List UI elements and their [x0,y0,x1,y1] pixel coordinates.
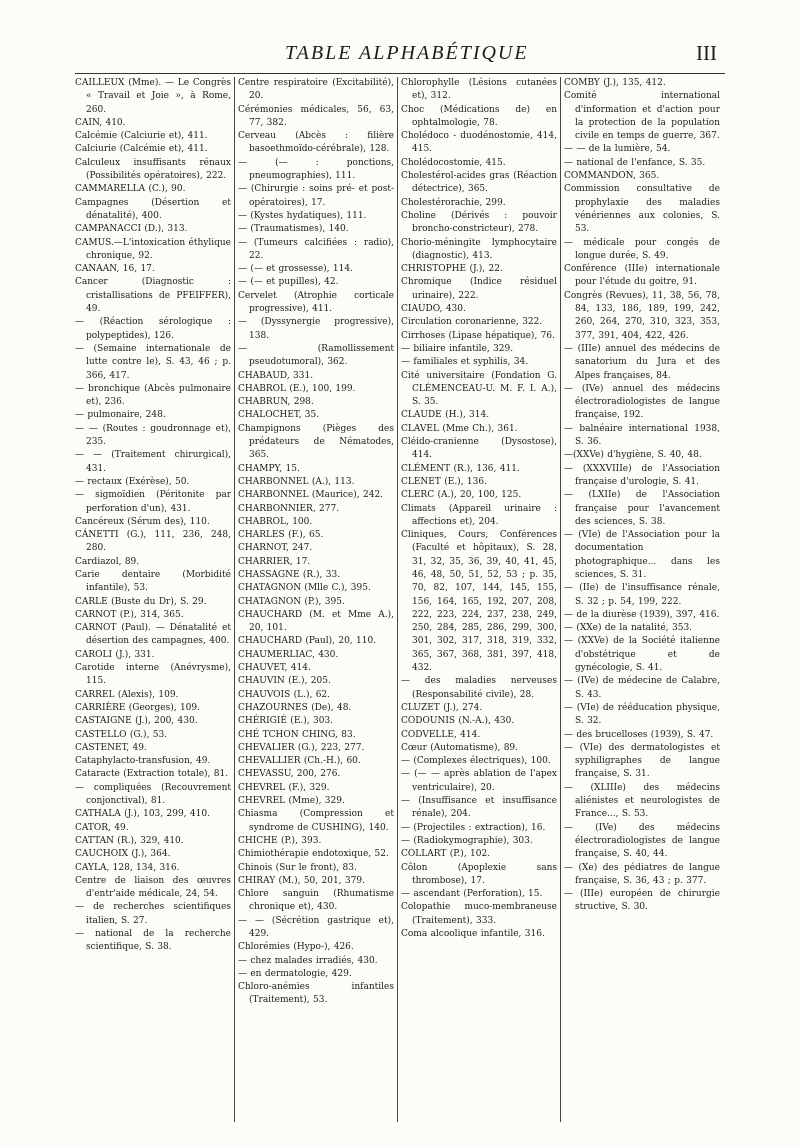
page-title: TABLE ALPHABÉTIQUE [285,42,529,64]
index-entry: — (Semaine internationale de lutte contre le), S. 43, 46 ; p. 366, 417. [75,343,231,381]
index-entry: CLUZET (J.), 274. [401,702,483,713]
index-entry: Centre de liaison des œuvres d'entr'aide médicale, 24, 54. [75,875,231,900]
index-entry: Cœur (Automatisme), 89. [401,742,519,753]
index-entry: Commission consultative de prophylaxie des maladies vénériennes aux colonies, S. 53. [564,184,720,235]
index-entry: CHARNOT, 247. [238,543,313,554]
index-entry: Cholédoco - duodénostomie, 414, 415. [401,131,557,155]
index-entry: CHARBONNEL (Maurice), 242. [238,490,384,501]
index-entry: CHRISTOPHE (J.), 22. [401,264,503,275]
index-entry: Côlon (Apoplexie sans thrombose), 17. [401,862,557,886]
index-entry: — en dermatologie, 429. [238,968,352,979]
index-entry: — (IIIe) européen de chirurgie structive, S. 30. [564,889,720,913]
index-entry: CHEVREL (F.), 329. [238,782,330,793]
index-entry: — — (Routes : goudronnage et), 235. [75,423,231,448]
index-entry: CAYLA, 128, 134, 316. [75,862,180,873]
index-entry: — sigmoïdien (Péritonite par perforation d'un), 431. [75,490,231,514]
index-entry: — chez malades irradiés, 430. [238,955,378,966]
index-entry: CHEVASSU, 200, 276. [238,769,341,780]
index-entry: — (VIe) des dermatologistes et syphiligraphes de langue française, S. 31. [564,742,720,780]
index-entry: Choline (Dérivés : pouvoir broncho-constricteur), 278. [401,210,557,235]
index-entry: — bronchique (Abcès pulmonaire et), 236. [75,383,231,408]
index-entry: — (VIe) de rééducation physique, S. 32. [564,702,720,727]
index-entry: — national de la recherche scientifique, S. 38. [75,929,231,953]
index-entry: — (LXIIe) de l'Association française pour l'avancement des sciences, S. 38. [564,490,720,527]
index-entry: CHASSAGNE (R.), 33. [238,569,341,580]
index-entry: CHABROL, 100. [238,516,313,527]
index-entry: CHAUMERLIAC, 430. [238,649,339,660]
index-column-1 [75,77,231,1122]
index-entry: Cardiazol, 89. [75,556,140,567]
index-entry: COLLART (P.), 102. [401,849,491,860]
header-rule [75,73,725,74]
index-entry: — (XXVe) de la Société italienne d'obstétrique et de gynécologie, S. 41. [564,636,720,674]
index-entry: Campagnes (Désertion et dénatalité), 400. [75,197,231,221]
index-entry: CASTELLO (G.), 53. [75,729,168,740]
index-entry: CAUCHOIX (J.), 364. [75,849,171,860]
index-entry: CHEVALLIER (Ch.-H.), 60. [238,756,361,767]
index-entry: CHABRUN, 298. [238,397,314,408]
index-entry: CATTAN (R.), 329, 410. [75,835,184,846]
index-entry: CAMPANACCI (D.), 313. [75,224,188,235]
index-entry: CIAUDO, 430. [401,304,466,315]
index-entry: CHATAGNON (P.), 395. [238,596,345,607]
index-entry: CLENET (E.), 136. [401,476,487,487]
page-header [75,38,725,74]
index-entry: CODVELLE, 414. [401,729,481,740]
index-entry: Cléido-cranienne (Dysostose), 414. [401,437,557,461]
index-entry: Chlore sanguin (Rhumatisme chronique et), 430. [238,889,394,913]
index-entry: CHARBONNEL (A.), 113. [238,476,355,487]
index-entry: CAIN, 410. [75,117,126,128]
index-entry: CARRIÈRE (Georges), 109. [75,702,200,713]
index-entry: CHARBONNIER, 277. [238,503,340,514]
index-entry: CHÉRIGIÉ (E.), 303. [238,716,334,727]
index-entry: Cholédocostomie, 415. [401,157,506,168]
index-entry: CLAVEL (Mme Ch.), 361. [401,423,518,434]
index-entry: Cholestérol-acides gras (Réaction détectrice), 365. [401,171,557,195]
index-entry: Cérémonies médicales, 56, 63, 77, 382. [238,104,394,128]
index-entry: Chimiothérapie endotoxique, 52. [238,849,389,860]
index-entry: CHAZOURNES (De), 48. [238,702,352,713]
index-entry: — (Réaction sérologique : polypeptides), 126. [75,317,231,341]
index-entry: — biliaire infantile, 329. [401,343,514,354]
index-entry: — — de la lumière, 54. [564,144,671,155]
index-entry: Comité international d'information et d'action pour la protection de la population civile en temps de guerre, 367. [564,91,720,142]
index-entry: Cataphylacto-transfusion, 49. [75,756,211,767]
index-entry: Cancer (Diagnostic : cristallisations de PFEIFFER), 49. [75,277,231,315]
index-entry: Cancéreux (Sérum des), 110. [75,516,210,527]
index-entry: Chlorémies (Hypo-), 426. [238,942,354,953]
index-entry: — (— : ponctions, pneumographies), 111. [238,157,394,182]
index-entry: CAROLI (J.), 331. [75,649,155,660]
index-entry: CHEVREL (Mme), 329. [238,796,345,807]
column-divider [397,77,398,1122]
index-entry: CASTENET, 49. [75,742,147,753]
index-entry: Conférence (IIIe) internationale pour l'étude du goitre, 91. [564,264,720,288]
index-entry: CLAUDE (H.), 314. [401,410,490,421]
index-entry: — (— et pupilles), 42. [238,277,339,288]
index-entry: — ascendant (Perforation), 15. [401,889,543,900]
index-entry: Centre respiratoire (Excitabilité), 20. [238,78,394,102]
index-entry: CHABROL (E.), 100, 199. [238,383,356,394]
index-entry: Climats (Appareil urinaire : affections et), 204. [401,503,557,527]
index-column-4 [564,77,720,1122]
index-entry: — (Tumeurs calcifiées : radio), 22. [238,237,394,261]
index-entry: — balnéaire international 1938, S. 36. [564,423,720,448]
index-entry: — — (Sécrétion gastrique et), 429. [238,915,394,939]
index-entry: Chorio-méningite lymphocytaire (diagnostic), 413. [401,237,557,261]
index-entry: Calcémie (Calciurie et), 411. [75,131,208,142]
index-entry: CHEVALIER (G.), 223, 277. [238,742,365,753]
index-entry: — des brucelloses (1939), S. 47. [564,729,714,740]
index-entry: — (— — après ablation de l'apex ventriculaire), 20. [401,769,557,793]
index-entry: Cité universitaire (Fondation G. CLÉMENCEAU-U. M. F. I. A.), S. 35. [401,370,557,408]
index-entry: Carie dentaire (Morbidité infantile), 53. [75,569,231,594]
index-entry: — (IVe) des médecins électroradiologistes de langue française, S. 40, 44. [564,822,720,860]
index-entry: — national de l'enfance, S. 35. [564,157,706,168]
index-entry: CASTAIGNE (J.), 200, 430. [75,716,198,727]
index-entry: CHAUVOIS (L.), 62. [238,689,331,700]
index-entry: CHÉ TCHON CHING, 83. [238,729,356,740]
index-entry: Colopathie muco-membraneuse (Traitement), 333. [401,902,557,926]
index-entry: — (IIe) de l'insuffisance rénale, S. 32 ; p. 54, 199, 222. [564,583,720,607]
index-entry: CHIRAY (M.), 50, 201, 379. [238,875,365,886]
index-entry: CHAMPY, 15. [238,463,300,474]
index-entry: — (Radiokymographie), 303. [401,835,533,846]
index-column-3 [401,77,557,1122]
index-entry: CHALOCHET, 35. [238,410,320,421]
index-entry: Calciurie (Calcémie et), 411. [75,144,208,155]
index-entry: CARNOT (Paul). — Dénatalité et désertion des campagnes, 400. [75,623,231,647]
index-entry: Cirrhoses (Lipase hépatique), 76. [401,330,555,341]
index-entry: — (IIIe) annuel des médecins de sanatorium du Jura et des Alpes françaises, 84. [564,343,720,381]
index-entry: — de recherches scientifiques italien, S. 27. [75,902,231,926]
index-entry: Cholestérorachie, 299. [401,197,506,208]
index-entry: — (Projectiles : extraction), 16. [401,822,546,833]
index-entry: — (Chirurgie : soins pré- et post-opératoires), 17. [238,184,394,208]
index-entry: CHAUVIN (E.), 205. [238,676,331,687]
index-entry: Cataracte (Extraction totale), 81. [75,769,229,780]
index-entry: CHAUVET, 414. [238,663,311,674]
index-entry: — (Complexes électriques), 100. [401,756,551,767]
index-entry: CHARRIER, 17. [238,556,311,567]
index-columns [73,77,727,1122]
index-entry: — compliquées (Recouvrement conjonctival), 81. [75,782,231,807]
index-entry: — rectaux (Exérèse), 50. [75,476,190,487]
column-divider [560,77,561,1122]
index-entry: CHATAGNON (Mlle C.), 395. [238,583,371,594]
index-entry: COMBY (J.), 135, 412. [564,78,666,88]
index-entry: — médicale pour congés de longue durée, S. 49. [564,237,720,261]
index-entry: CAMMARELLA (C.), 90. [75,184,186,195]
column-divider [234,77,235,1122]
index-entry: — (— et grossesse), 114. [238,264,353,275]
index-entry: CHAUCHARD (Paul), 20, 110. [238,636,377,647]
index-entry: CAMUS.—L'intoxication éthylique chronique, 92. [75,237,231,261]
index-entry: CARREL (Alexis), 109. [75,689,179,700]
index-entry: Carotide interne (Anévrysme), 115. [75,663,231,687]
index-entry: CHICHE (P.), 393. [238,835,322,846]
index-entry: CHARLES (F.), 65. [238,530,324,541]
index-entry: — (XXXVIIIe) de l'Association française d'urologie, S. 41. [564,463,720,487]
index-entry: Chiasma (Compression et syndrome de CUSHING), 140. [238,809,394,833]
index-entry: — (Insuffisance et insuffisance rénale), 204. [401,796,557,820]
index-entry: — (Traumatismes), 140. [238,224,349,235]
index-entry: CLÉMENT (R.), 136, 411. [401,463,520,474]
page-number: III [696,41,717,65]
index-entry: — (XLIIIe) des médecins aliénistes et neurologistes de France..., S. 53. [564,782,720,820]
index-entry: Circulation coronarienne, 322. [401,317,543,328]
index-entry: CATOR, 49. [75,822,129,833]
index-entry: — (IVe) annuel des médecins électroradiologistes de langue française, 192. [564,383,720,421]
index-entry: CARNOT (P.), 314, 365. [75,609,184,620]
index-entry: CARLE (Buste du Dr), S. 29. [75,596,207,607]
index-entry: — (Ramollissement pseudotumoral), 362. [238,343,394,368]
index-entry: Cerveau (Abcès : filière basoethmoïdo-cérébrale), 128. [238,131,394,155]
index-entry: — (IVe) de médecine de Calabre, S. 43. [564,676,720,700]
index-entry: — (XXe) de la natalité, 353. [564,623,693,634]
index-entry: — (Xe) des pédiatres de langue française, S. 36, 43 ; p. 377. [564,862,720,886]
index-entry: CANAAN, 16, 17. [75,264,155,275]
index-entry: — (Dyssynergie progressive), 138. [238,317,394,341]
index-entry: — — (Traitement chirurgical), 431. [75,450,231,474]
index-entry: CHABAUD, 331. [238,370,314,381]
index-entry: Chlorophylle (Lésions cutanées et), 312. [401,78,557,102]
index-entry: — de la diurèse (1939), 397, 416. [564,609,720,620]
index-entry: — des maladies nerveuses (Responsabilité civile), 28. [401,676,557,700]
index-entry: Coma alcoolique infantile, 316. [401,929,545,939]
index-entry: Chinois (Sur le front), 83. [238,862,357,873]
index-entry: Calculeux insuffisants rénaux (Possibilités opératoires), 222. [75,157,231,182]
index-entry: Chromique (Indice résiduel urinaire), 222. [401,277,557,301]
index-entry: CÁNETTI (G.), 111, 236, 248, 280. [75,530,231,554]
index-entry: Choc (Médications de) en ophtalmologie, 78. [401,104,557,128]
index-entry: Chloro-anémies infantiles (Traitement), 53. [238,982,394,1006]
index-entry: — pulmonaire, 248. [75,410,166,421]
index-entry: Champignons (Pièges des prédateurs de Nématodes, 365. [238,423,394,461]
index-entry: CLERC (A.), 20, 100, 125. [401,490,522,501]
index-entry: Cervelet (Atrophie corticale progressive), 411. [238,290,394,315]
index-entry: Cliniques, Cours, Conférences (Faculté et hôpitaux), S. 28, 31, 32, 35, 36, 39, 40, 41, 45, 46, 48, 50, 51, 52, 53 ; p. 35, 70, 82, 107, 144, 145, 155, 156, 164, 165, 192, 207, 208, 222, 223, 224, 237, 238, 249, 250, 284, 285, 286, 299, 300, 301, 302, 317, 318, 319, 332, 365, 367, 368, 381, 397, 418, 432. [401,530,557,674]
index-entry: — familiales et syphilis, 34. [401,357,529,368]
index-entry: —(XXVe) d'hygiène, S. 40, 48. [564,450,702,461]
index-entry: — (VIe) de l'Association pour la documentation photographique... dans les sciences, S. 31. [564,530,720,580]
index-entry: CHAUCHARD (M. et Mme A.), 20, 101. [238,609,394,634]
index-entry: COMMANDON, 365. [564,171,660,182]
index-entry: — (Kystes hydatiques), 111. [238,210,367,221]
index-column-2 [238,77,394,1122]
index-entry: CODOUNIS (N.-A.), 430. [401,716,515,727]
index-entry: CAILLEUX (Mme). — Le Congrès « Travail et Joie », à Rome, 260. [75,78,231,115]
index-entry: CATHALA (J.), 103, 299, 410. [75,809,210,820]
index-entry: Congrès (Revues), 11, 38, 56, 78, 84, 133, 186, 189, 199, 242, 260, 264, 270, 310, 323, 353, 377, 391, 404, 422, 426. [564,290,720,341]
